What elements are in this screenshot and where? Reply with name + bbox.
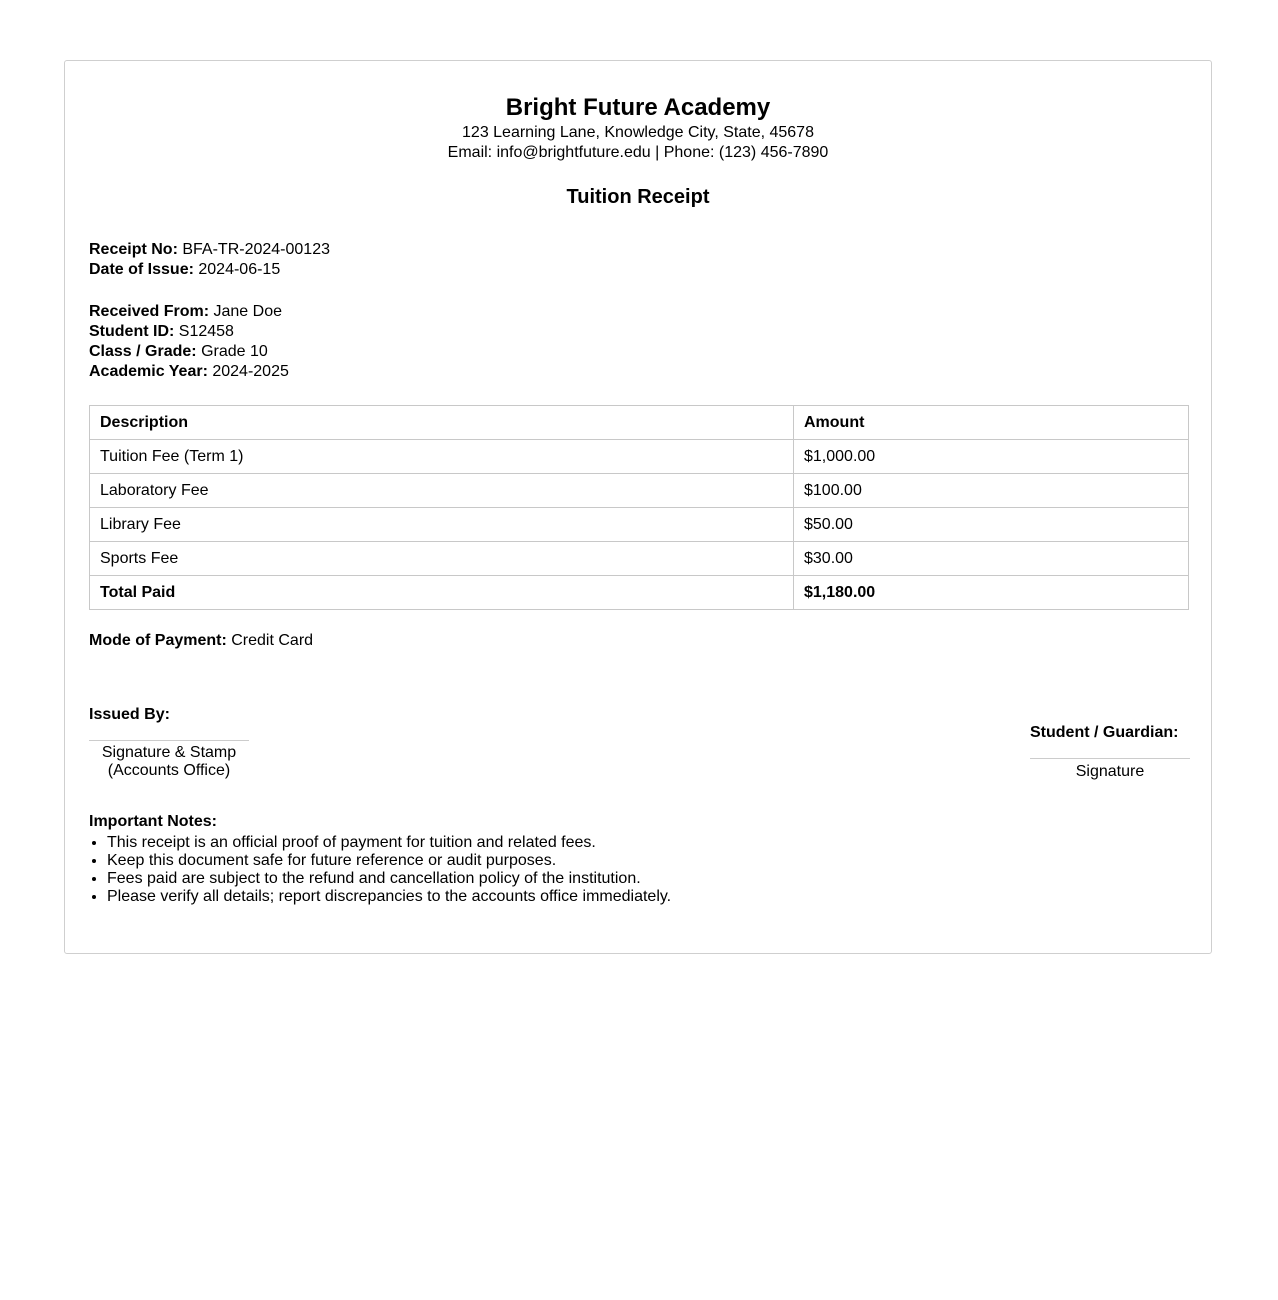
- date-of-issue-label: Date of Issue:: [89, 261, 194, 278]
- fee-description: Library Fee: [90, 508, 794, 542]
- received-from-label: Received From:: [89, 303, 210, 320]
- list-item: • Fees paid are subject to the refund and cancellation policy of the institution.: [107, 870, 671, 888]
- received-from: Jane Doe: [213, 303, 282, 320]
- column-header-description: Description: [90, 406, 794, 440]
- table-header-row: [90, 406, 1189, 440]
- fee-description: Sports Fee: [90, 542, 794, 576]
- academic-year-row: [89, 362, 289, 382]
- student-id: S12458: [178, 323, 234, 340]
- academic-year-label: Academic Year:: [89, 363, 208, 380]
- notes-title: Important Notes:: [89, 813, 217, 830]
- school-name: Bright Future Academy: [505, 94, 771, 121]
- receipt-card: [64, 60, 1212, 954]
- total-label: Total Paid: [90, 576, 794, 610]
- class-grade: Grade 10: [201, 343, 268, 360]
- list-item: • Please verify all details; report discrepancies to the accounts office immediately.: [107, 888, 671, 906]
- issued-by-signature: [89, 705, 249, 780]
- receipt-number-label: Receipt No:: [89, 241, 178, 258]
- guardian-title: Student / Guardian:: [1030, 724, 1179, 741]
- column-header-amount: Amount: [794, 406, 1189, 440]
- table-row: [90, 542, 1189, 576]
- table-row: [90, 474, 1189, 508]
- guardian-signature-line: [1030, 758, 1190, 781]
- school-contact: Email: info@brightfuture.edu | Phone: (123) 456-7890: [447, 144, 829, 161]
- document-title: Tuition Receipt: [566, 186, 710, 208]
- student-info: [89, 302, 289, 382]
- list-item: • Keep this document safe for future reference or audit purposes.: [107, 852, 671, 870]
- class-grade-label: Class / Grade:: [89, 343, 197, 360]
- fees-table: [89, 405, 1189, 610]
- class-grade-row: [89, 342, 289, 362]
- payment-mode-value: Credit Card: [231, 632, 314, 649]
- date-of-issue-row: [89, 260, 330, 280]
- payment-mode-label: Mode of Payment:: [89, 632, 227, 649]
- notes-list: [89, 834, 671, 906]
- fee-amount: $1,000.00: [794, 440, 1189, 474]
- table-row: [90, 440, 1189, 474]
- fee-description: Tuition Fee (Term 1): [90, 440, 794, 474]
- payment-mode: [89, 631, 313, 651]
- receipt-number: BFA-TR-2024-00123: [182, 241, 330, 258]
- receipt-number-row: [89, 240, 330, 260]
- total-amount: $1,180.00: [794, 576, 1189, 610]
- issued-by-signature-line: [89, 740, 249, 780]
- academic-year: 2024-2025: [212, 363, 289, 380]
- guardian-caption: Signature: [1075, 763, 1145, 780]
- list-item: • This receipt is an official proof of payment for tuition and related fees.: [107, 834, 671, 852]
- student-id-row: [89, 322, 289, 342]
- issued-by-office: (Accounts Office): [107, 762, 231, 779]
- fee-description: Laboratory Fee: [90, 474, 794, 508]
- issued-by-caption: Signature & Stamp: [101, 744, 237, 761]
- total-row: [90, 576, 1189, 610]
- receipt-header: [65, 93, 1211, 209]
- table-row: [90, 508, 1189, 542]
- important-notes: [89, 812, 671, 906]
- school-address: 123 Learning Lane, Knowledge City, State, 45678: [462, 124, 814, 141]
- received-from-row: [89, 302, 289, 322]
- date-of-issue: 2024-06-15: [198, 261, 281, 278]
- receipt-info: [89, 240, 330, 280]
- fee-amount: $30.00: [794, 542, 1189, 576]
- guardian-signature: [1030, 723, 1190, 781]
- student-id-label: Student ID:: [89, 323, 175, 340]
- fee-amount: $50.00: [794, 508, 1189, 542]
- issued-by-title: Issued By:: [89, 706, 170, 723]
- fee-amount: $100.00: [794, 474, 1189, 508]
